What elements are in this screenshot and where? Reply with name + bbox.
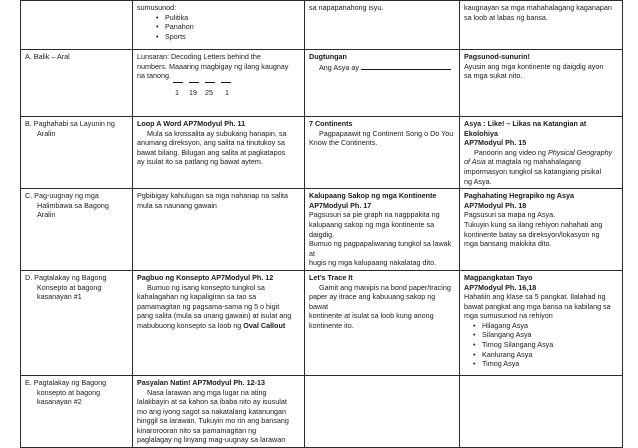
list-item: • Timog Silangang Asya	[482, 340, 618, 350]
video-title: Physical Geography	[547, 147, 613, 157]
section-cell	[21, 117, 133, 189]
text-line: lalakbayin at sa kahon sa ibaba nito ay isusulat	[137, 397, 287, 407]
text-line: Bumuo ng pagpapaliwanag tungkol sa lawak at	[309, 239, 452, 258]
activity-title: 7 Continents	[309, 119, 353, 128]
text-line: sumusunod:	[137, 3, 177, 12]
text-line: kaugnayan sa mga mahahalagang kaganapan	[464, 3, 612, 12]
text-line: bawat bilang. Bilugan ang salita at pagkatapos	[137, 147, 286, 157]
text-line: kinarorooran nito sa pamamagitan ng	[137, 425, 257, 435]
text-line: Bumuo ng isang konsepto tungkol sa	[147, 282, 265, 292]
text-line: sa mga sukat nito.	[464, 71, 523, 81]
activity-title: Kalupaang Sakop ng mga Kontinente	[309, 191, 437, 201]
table-row	[21, 270, 623, 375]
text-line: mula sa naunang gawain	[137, 200, 217, 210]
activity-title: Paghahating Hegrapiko ng Asya	[464, 191, 574, 201]
text-line: bawat pangkat ang mga bansa na kabilang sa	[464, 301, 611, 311]
text-line: Panoorin ang video ng Physical Geography	[474, 147, 613, 157]
list-item: • Timog Asya	[482, 359, 618, 369]
text-line: impormasyon tungkol sa katangiang pisikal	[464, 166, 602, 176]
answer-blank[interactable]	[361, 62, 451, 70]
activity-cell-3	[460, 375, 623, 447]
text-line: kalupaang sakop ng mga kontinente sa daigdig.	[309, 219, 435, 239]
section-cell	[21, 50, 133, 117]
text-line: Pgbibigay kahulugan sa mga nahanap na salita	[137, 191, 289, 201]
video-title: of Asia	[464, 157, 486, 167]
section-label: C. Pag-uugnay ng mga Halimbawa sa Bagong Aralin	[25, 191, 109, 220]
code-number: 25	[205, 87, 213, 97]
text-line: anumang direksyon, ang salita na tinutukoy sa	[137, 138, 285, 148]
text-line: Ayusin ang mga kontinente ng daigdig ayon	[464, 61, 604, 71]
activity-cell-1	[133, 270, 305, 375]
lesson-plan-table	[20, 0, 623, 448]
activity-cell-3	[460, 50, 623, 117]
activity-cell-2	[305, 50, 460, 117]
text-line: Hahatiin ang klase sa 5 pangkat. Ilalahad ng	[464, 292, 606, 302]
activity-cell-1	[133, 375, 305, 447]
activity-cell-2	[305, 1, 460, 50]
text-line: Know the Continents.	[309, 138, 378, 148]
activity-cell-3	[460, 270, 623, 375]
activity-cell-1	[133, 189, 305, 271]
text-line: Pagpapaawit ng Continent Song o Do You	[319, 128, 454, 138]
list-item: • Sports	[165, 32, 300, 42]
list-item: • Pulitika	[165, 13, 300, 23]
text-line: mga sumusunod na rehiyon	[464, 311, 553, 321]
text-line: sa napapanahong isyu.	[309, 3, 384, 12]
table-row	[21, 117, 623, 189]
activity-title: Pagsunod-sunurin!	[464, 52, 530, 61]
text-line: paglalagay ng linyang mag-uugnay sa larawan	[137, 435, 286, 445]
table-row	[21, 1, 623, 50]
code-number: 19	[189, 87, 197, 97]
text-line: pang salita (mula sa unang gawain) at isulat ang	[137, 311, 292, 321]
activity-title: Loop A Word AP7Modyul Ph. 11	[137, 119, 246, 128]
text-line: mga bansang makikita dito.	[464, 239, 552, 249]
emphasis-text: Oval Callout	[243, 320, 286, 330]
fill-in-line	[309, 62, 455, 73]
section-label: D. Pagtalakay ng Bagong Konsepto at bagong kasanayan #1	[25, 272, 107, 302]
section-label: A. Balik – Aral	[25, 52, 70, 61]
text-line: mabubuong konsepto sa loob ng Oval Callout	[137, 320, 286, 330]
text-line: hinggil sa larawan. Tukuyin mo rin ang bansang	[137, 416, 289, 426]
activity-cell-1	[133, 1, 305, 50]
text-line: Lunsaran: Decoding Letters behind the	[137, 52, 261, 61]
text-line: pamamagitan ng pagsama-sama ng 5 o higit	[137, 301, 280, 311]
activity-cell-3	[460, 117, 623, 189]
module-reference: AP7Modyul Ph. 17	[309, 200, 372, 210]
section-cell	[21, 375, 133, 447]
module-reference: AP7Modyul Ph. 16,18	[464, 282, 537, 292]
code-number: 1	[175, 87, 179, 97]
module-reference: AP7Modyul Ph. 18	[464, 200, 527, 210]
text-line: Gamit ang manipis na bond paper/tracing	[319, 282, 451, 292]
text-line: kontinente at isulat sa loob kung anong	[309, 311, 434, 321]
section-cell	[21, 270, 133, 375]
activity-title: Pagbuo ng Konsepto AP7Modyul Ph. 12	[137, 272, 274, 282]
text-line: mo ang iyong sagot sa nakatalang katanungan	[137, 406, 287, 416]
activity-cell-1	[133, 117, 305, 189]
table-row	[21, 375, 623, 447]
text-line: ng Asya.	[464, 176, 492, 186]
activity-cell-3	[460, 1, 623, 50]
table-row	[21, 189, 623, 271]
text-line: paper ay itrace ang kabuuang sakop ng bawat	[309, 292, 436, 311]
activity-title: Magpangkatan Tayo	[464, 272, 533, 282]
text-line: Ang Asya ay	[319, 62, 359, 72]
text-line: na tanong.	[137, 71, 171, 81]
code-number: 1	[225, 87, 229, 97]
region-list	[464, 321, 618, 369]
activity-title: Asya : Like! – Likas na Katangian at Ekolohiya	[464, 119, 587, 138]
text-line: Pagsusuri sa mapa ng Asya.	[464, 210, 556, 220]
text-line: kontinente batay sa direksyon/lokasyon ng	[464, 229, 600, 239]
activity-title: Dugtungan	[309, 52, 347, 61]
activity-cell-2	[305, 375, 460, 447]
text-line: kontinente ito.	[309, 320, 354, 330]
text-line: kahalagahan ng kapaligiran sa tao sa	[137, 292, 257, 302]
text-line: ay isulat ito sa patlang ng bawat aytem.	[137, 157, 263, 167]
table-row	[21, 50, 623, 117]
activity-cell-3	[460, 189, 623, 271]
section-label: B. Paghahabi sa Layunin ng Aralin	[25, 119, 115, 138]
list-item: • Panahon	[165, 22, 300, 32]
section-label: E. Pagtalakay ng Bagong konsepto at bagong kasanayan #2	[25, 377, 107, 407]
list-item: • Silangang Asya	[482, 330, 618, 340]
module-reference: AP7Modyul Ph. 15	[464, 138, 527, 148]
text-line: numbers. Maaaring magbigay ng ilang kaugnay	[137, 61, 289, 71]
list-item: • Kanlurang Asya	[482, 350, 618, 360]
section-cell	[21, 1, 133, 50]
text-line: Pagsusuri sa pie graph na nagppakita ng	[309, 210, 440, 220]
activity-cell-2	[305, 189, 460, 271]
text-line: of Asia at magtala ng mahahalagang	[464, 157, 581, 167]
decoding-code	[137, 81, 300, 99]
bullet-list	[137, 13, 300, 42]
text-line: Nasa larawan ang mga lugar na ating	[147, 387, 267, 397]
list-item: • Hilagang Asya	[482, 321, 618, 331]
activity-cell-2	[305, 117, 460, 189]
text-line: Mula sa krossalita ay subukang hanapin, sa	[147, 128, 287, 138]
activity-title: Pasyalan Natin! AP7Modyul Ph. 12-13	[137, 377, 265, 387]
section-cell	[21, 189, 133, 271]
text-line: hugis ng mga kalupaang nakalatag dito.	[309, 258, 437, 268]
activity-cell-1	[133, 50, 305, 117]
activity-title: Let’s Trace It	[309, 272, 353, 282]
text-line: sa loob at labas ng bansa.	[464, 12, 548, 22]
activity-cell-2	[305, 270, 460, 375]
text-line: Tukuyin kung sa ilang rehiyon nahahati ang	[464, 219, 603, 229]
